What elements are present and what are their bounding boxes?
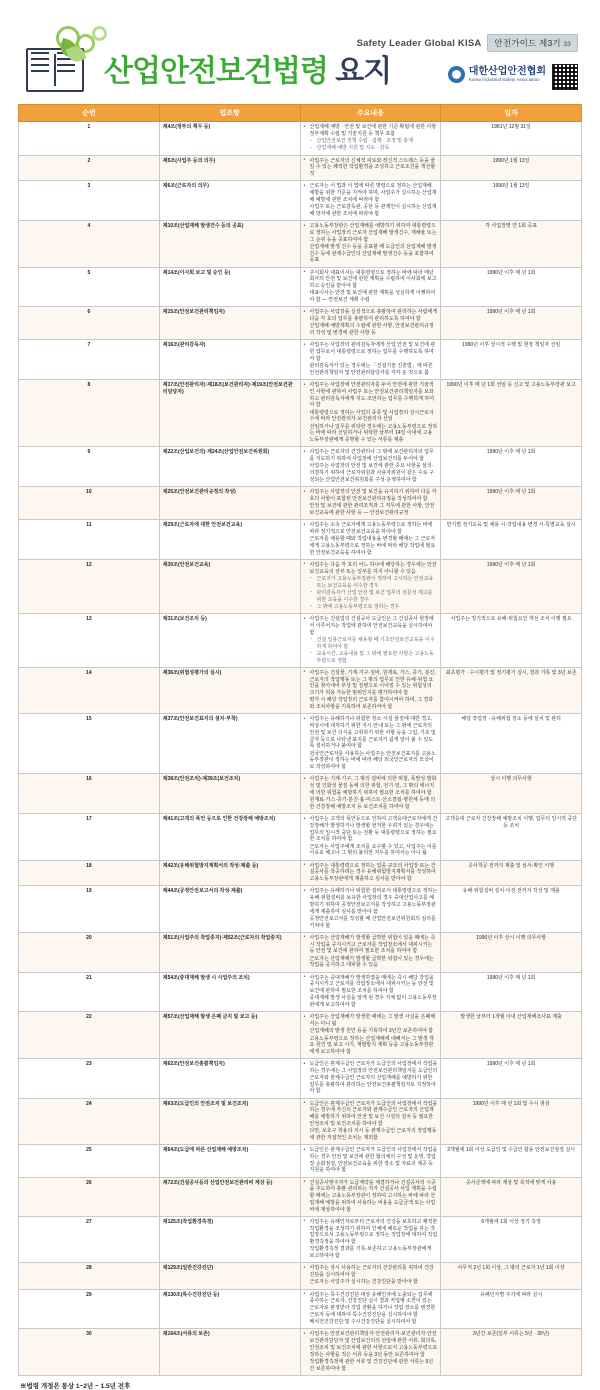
content-bullet: • 사업주는 사업장에 안전관리자를 두어 안전에 관한 기술적인 사항에 관하여 사업주 또는 안전보건관리책임자를 보좌하고 관리감독자에게 지도·조언하는 업무를 수행하게 하여야 함	[304, 382, 438, 409]
content-bullet: 원재료·가스·증기·분진·흄·미스트·산소결핍·병원체 등에 의한 건강장해 예방조치 등 보건조치를 하여야 함	[309, 797, 436, 810]
content-bullet: - 교육시간, 교육내용 및 그 밖에 필요한 사항은 고용노동부령으로 정함	[304, 651, 438, 665]
row-date: 1990년 이후 매 년 1회	[441, 267, 582, 307]
row-content	[300, 860, 441, 886]
table-row	[19, 714, 582, 774]
row-number: 9	[19, 447, 160, 487]
content-bullet: • 사업주는 사업장의 관리감독자에게 산업 안전 및 보건에 관한 업무로서 대통령령으로 정하는 업무를 수행하도록 하여야 함	[304, 342, 438, 362]
qr-code-icon	[552, 64, 578, 90]
row-content	[300, 307, 441, 340]
content-bullet: 작업환경측정 결과를 기록·보존하고 고용노동부장관에게 보고하여야 함	[309, 1246, 432, 1259]
row-article-title: 제14조(이사회 보고 및 승인 등)	[159, 267, 300, 307]
row-number: 27	[19, 1216, 160, 1263]
row-number: 18	[19, 860, 160, 886]
row-date: 1990년 이후 매 년 1회	[441, 1059, 582, 1098]
table-row	[19, 1263, 582, 1289]
table-body	[19, 122, 582, 1376]
row-number: 1	[19, 122, 160, 156]
row-date: 1990년 이후 매 년 1회 선임 등 신고 및 고용노동부장관 보고	[441, 380, 582, 447]
row-number: 26	[19, 1177, 160, 1216]
content-bullet: • 건설공사발주자가 도급계약을 체결하거나 건설공사의 시공을 주도하여 총괄·관리하는 자가 건설공사 사업 계획을 수립할 때에는 고용노동부장관이 정하여 고시하는 바에 따라 산업재해 예방을 위하여 사용하는 비용을 도급금액 또는 사업비에 계상하여야 함	[304, 1180, 438, 1214]
row-date: 상시 이행 의무사항	[441, 774, 582, 814]
row-number: 15	[19, 714, 160, 774]
row-content	[300, 1329, 441, 1376]
column-header-content: 주요내용	[300, 105, 441, 122]
row-date: 1981년 12월 31일	[441, 122, 582, 156]
row-number: 2	[19, 155, 160, 181]
row-number: 24	[19, 1098, 160, 1145]
row-content	[300, 886, 441, 933]
row-article-title: 제37조(안전보건표지의 설치·부착)	[159, 714, 300, 774]
row-content	[300, 1145, 441, 1178]
table-row	[19, 1177, 582, 1216]
content-bullet: • 사업주는 근로자의 신체적 피로와 정신적 스트레스 등을 줄일 수 있는 쾌적한 작업환경을 조성하고 근로조건을 개선할 것	[304, 158, 438, 178]
content-bullet: • 사업주는 특수건강진단 대상 유해인자에 노출되는 업무에 종사하는 근로자, 건강진단 실시 결과 직업병 소견이 있는 근로자로 판정받아 작업 전환을 하거나 작업 장소를 변경한 근로자 등에 대하여 특수건강진단을 실시하여야 함	[304, 1292, 438, 1319]
row-date: 1990년 이후 매 년 1회 및 수시 점검	[441, 1098, 582, 1145]
table-row	[19, 307, 582, 340]
content-bullet: 대표이사는 안전 및 보건에 관한 계획을 성실하게 이행하여야 함 — 안전보건 계획 수립	[309, 290, 436, 303]
row-article-title: 제54조(중대재해 발생 시 사업주의 조치)	[159, 972, 300, 1012]
table-row	[19, 340, 582, 380]
content-bullet: 사업주 또는 근로감독관, 공단 등 관계인이 실시하는 산업재해 방지에 관한 조치에 따라야 함	[309, 204, 437, 217]
row-number: 16	[19, 774, 160, 814]
content-bullet: 산업재해 발생 건수 등을 공표할 때 도급인의 산업재해 발생건수 등에 관계수급인의 산업재해 발생건수 등을 포함하여 공표	[309, 243, 437, 264]
content-bullet: 평가 시 해당 작업장의 근로자를 참여시켜야 하며, 그 결과와 조치사항을 기록하여 보존하여야 함	[309, 697, 434, 710]
row-content	[300, 155, 441, 181]
row-article-title: 제16조(관리감독자)	[159, 340, 300, 380]
content-bullet: 대통령령으로 정하는 사업의 종류 및 사업장의 상시근로자 수에 따라 안전관리자·보건관리자 선임	[309, 409, 434, 423]
content-bullet: - 근로자가 고용노동부장관이 정하여 고시하는 안전교육 또는 보건교육을 이수한 경우	[304, 576, 438, 590]
row-date: 1990년 이후 매 년 1회	[441, 972, 582, 1012]
row-number: 7	[19, 340, 160, 380]
row-date: 1990년 이후 매 년 1회	[441, 307, 582, 340]
row-content	[300, 340, 441, 380]
content-bullet: 작업환경측정에 관한 서류 및 건강진단에 관한 서류는 5년간 보존하여야 함	[309, 1358, 434, 1372]
row-number: 8	[19, 380, 160, 447]
table-row	[19, 447, 582, 487]
table-row	[19, 520, 582, 560]
row-content	[300, 122, 441, 156]
row-date: 유해인자별 주기에 따라 실시	[441, 1289, 582, 1329]
row-number: 10	[19, 487, 160, 520]
row-content	[300, 487, 441, 520]
row-date: 유해·위험설비 설치·이전 전까지 작성 및 제출	[441, 886, 582, 933]
row-article-title: 제4조(정부의 책무 등)	[159, 122, 300, 156]
row-article-title: 제30조(안전보건교육)	[159, 559, 300, 613]
table-row	[19, 1098, 582, 1145]
row-article-title: 제125조(작업환경측정)	[159, 1216, 300, 1263]
table-row	[19, 814, 582, 861]
table-row	[19, 614, 582, 668]
row-article-title: 제31조(보건조치 등)	[159, 614, 300, 668]
content-bullet: 사업주는 사업장의 안전 및 보건에 관한 중요 사항을 심의·의결하기 위하여 근로자위원과 사용자위원이 같은 수로 구성되는 산업안전보건위원회를 구성·운영하여야 함	[309, 463, 434, 483]
content-bullet: 고용노동부령으로 정하는 산업재해에 대해서는 그 발생 개요·원인 및 보고 시기, 재발방지 계획 등을 고용노동부장관에게 보고하여야 함	[309, 1035, 434, 1055]
row-date: 해당 작업장 · 유해위험 장소 등에 설치 및 관리	[441, 714, 582, 774]
content-bullet: 공정안전보고서를 작성할 때 산업안전보건위원회의 심의를 거쳐야 함	[309, 915, 436, 929]
table-row	[19, 221, 582, 268]
row-date: 고객응대 근로자 건강장해 예방조치 이행, 업무의 일시적 중단 등 조치	[441, 814, 582, 861]
column-header-no: 순번	[19, 105, 160, 122]
guide-badge	[487, 34, 578, 52]
table-row	[19, 267, 582, 307]
row-date: 공사착공 전까지 제출 및 심사·확인 이행	[441, 860, 582, 886]
content-bullet: - 관리감독자가 산업 안전 및 보건 업무의 전문성 제고를 위한 교육을 이수한 경우	[304, 590, 438, 604]
table-row	[19, 774, 582, 814]
kisa-mark-icon	[448, 66, 465, 83]
row-content	[300, 447, 441, 487]
row-number: 21	[19, 972, 160, 1012]
content-bullet: • 사업주는 상시 사용하는 근로자의 건강관리를 위하여 건강진단을 실시하여야 함	[304, 1265, 438, 1279]
content-bullet: • 사업주는 유해인자로부터 근로자의 건강을 보호하고 쾌적한 작업환경을 조성하기 위하여 인체에 해로운 작업을 하는 작업장으로서 고용노동부령으로 정하는 작업장에 대하여 작업환경측정을 하여야 함	[304, 1219, 438, 1246]
row-number: 11	[19, 520, 160, 560]
table-row	[19, 1145, 582, 1178]
content-bullet: 배치전건강진단 및 수시건강진단을 실시하여야 함	[309, 1319, 417, 1325]
content-bullet: • 사업주는 산업재해가 발생한 때에는 그 발생 사실을 은폐해서는 아니 됨	[304, 1014, 438, 1028]
row-article-title: 제63조(도급인의 안전조치 및 보건조치)	[159, 1098, 300, 1145]
row-content	[300, 1059, 441, 1098]
row-content	[300, 380, 441, 447]
guide-badge-number: 33	[563, 41, 571, 48]
row-article-title: 제72조(건설공사등의 산업안전보건관리비 계상 등)	[159, 1177, 300, 1216]
table-row	[19, 487, 582, 520]
page-title	[104, 46, 391, 90]
row-content	[300, 1289, 441, 1329]
content-bullet: 관리감독자가 있는 경우에는 「건설기술 진흥법」에 따른 안전관리책임자 및 안전관리담당자를 각각 둔 것으로 봄	[309, 363, 433, 376]
row-date: 1990년 이후 상시 이행 의무사항	[441, 932, 582, 972]
content-bullet: • 사업주는 안전보건관리책임자·안전관리자·보건관리자·안전보건관리담당자 및 산업보건의의 선임에 관한 서류, 회의록, 안전조치 및 보건조치에 관한 사항으로서 고용노동부령으로 정하는 사항을 적은 서류 등을 3년 동안 보존하여야 함	[304, 1331, 438, 1358]
content-bullet: • 사업주는 대통령령으로 정하는 업종·규모의 사업장 또는 건설공사를 착공하려는 경우 유해위험방지계획서를 작성하여 고용노동부장관에게 제출하고 심사를 받아야 함	[304, 863, 438, 883]
row-article-title: 제51조(사업주의 작업중지)·제52조(근로자의 작업중지)	[159, 932, 300, 972]
content-bullet: • 사업주는 유해하거나 위험한 장소·시설·물질에 대한 경고, 비상시에 대처하기 위한 지시·안내 또는 그 밖에 근로자의 안전 및 보건 의식을 고취하기 위한 사항 등을 그림, 기호 및 글자 등으로 나타낸 표지를 근로자가 쉽게 알아 볼 수 있도록 설치하거나 붙여야 함	[304, 716, 438, 750]
table-row	[19, 155, 582, 181]
table-row	[19, 122, 582, 156]
row-number: 3	[19, 181, 160, 221]
table-row	[19, 181, 582, 221]
law-summary-table	[18, 104, 582, 1376]
row-number: 28	[19, 1263, 160, 1289]
row-date: 2개월에 1회 이상 도급인 및 수급인 합동 안전보건점검 실시	[441, 1145, 582, 1178]
table-row	[19, 667, 582, 714]
row-number: 17	[19, 814, 160, 861]
row-date: 1990년 이후 상시적 수행 및 현장 책임자 선임	[441, 340, 582, 380]
table-row	[19, 1329, 582, 1376]
row-article-title: 제44조(공정안전보고서의 작성·제출)	[159, 886, 300, 933]
row-number: 4	[19, 221, 160, 268]
page-title-part1: 산업안전보건법령	[104, 55, 336, 88]
table-row	[19, 1289, 582, 1329]
content-bullet: • 사업주는 다음 각 호의 어느 하나에 해당하는 경우에는 안전보건교육의 전부 또는 일부를 하지 아니할 수 있음	[304, 562, 438, 576]
row-article-title: 제129조(일반건강진단)	[159, 1263, 300, 1289]
content-bullet: 근로자는 산업재해가 발생할 급박한 위험이 있는 경우에는 작업을 중지하고 대피할 수 있음	[309, 955, 434, 969]
row-date: 1990년 이후 매 년 1회	[441, 487, 582, 520]
row-number: 29	[19, 1289, 160, 1329]
row-article-title: 제22조(산업보건의)·제24조(산업안전보건위원회)	[159, 447, 300, 487]
row-number: 6	[19, 307, 160, 340]
row-number: 22	[19, 1012, 160, 1059]
row-content	[300, 520, 441, 560]
row-content	[300, 181, 441, 221]
row-date: 1990년 1월 13일	[441, 155, 582, 181]
content-bullet: 근로자는 사업주가 실시하는 건강진단을 받아야 함	[309, 1279, 418, 1286]
row-date: 최초평가 · 수시평가 및 정기평가 실시, 결과 기록 및 3년 보존	[441, 667, 582, 714]
content-bullet: • 사업주는 유해하거나 위험한 설비로서 대통령령으로 정하는 유해·위험설비를 보유한 사업장의 경우 중대산업사고를 예방하기 위하여 공정안전보고서를 작성하고 고용노동부장관에게 제출하여 심사를 받아야 함	[304, 888, 438, 915]
row-content	[300, 714, 441, 774]
row-number: 13	[19, 614, 160, 668]
safety-leader-text: Safety Leader Global KISA	[356, 37, 482, 49]
column-header-article: 법조항	[159, 105, 300, 122]
row-article-title: 제62조(안전보건총괄책임자)	[159, 1059, 300, 1098]
row-date: 반기별 정기교육 및 채용 시·작업내용 변경 시·특별교육 실시	[441, 520, 582, 560]
content-bullet: • 산업재해 예방 · 안전 및 보건에 관한 기준 확립에 관한 사항 정부계획 수립 및 기술지원 등 책무 포함	[304, 124, 438, 138]
content-bullet: • 사업주는 사업장을 실질적으로 총괄하여 관리하는 사람에게 다음 각 호의 업무를 총괄하여 관리하도록 하여야 함	[304, 309, 438, 323]
row-content	[300, 267, 441, 307]
row-content	[300, 932, 441, 972]
content-bullet: - 그 밖에 고용노동부령으로 정하는 경우	[304, 604, 438, 611]
row-content	[300, 1012, 441, 1059]
row-content	[300, 1177, 441, 1216]
row-content	[300, 667, 441, 714]
guide-badge-label: 안전가이드 제3기	[494, 38, 561, 48]
row-article-title: 제42조(유해위험방지계획서의 작성·제출 등)	[159, 860, 300, 886]
content-bullet: - 건설 일용근로자를 채용할 때 기초안전보건교육을 이수하게 하여야 함	[304, 637, 438, 651]
table-row	[19, 886, 582, 933]
table-row	[19, 1059, 582, 1098]
row-article-title: 제36조(위험성평가의 실시)	[159, 667, 300, 714]
table-row	[19, 932, 582, 972]
row-date: 6개월에 1회 이상 정기 측정	[441, 1216, 582, 1263]
content-bullet: • 사업주는 건설업의 건설공사 도급인은 그 건설공사 현장에서 이루어지는 작업에 관하여 안전보건교육을 실시하여야 함	[304, 616, 438, 636]
row-article-title: 제5조(사업주 등의 의무)	[159, 155, 300, 181]
row-content	[300, 1098, 441, 1145]
row-content	[300, 972, 441, 1012]
column-header-date: 일자	[441, 105, 582, 122]
content-bullet: • 사업주는 건설물, 기계·기구·설비, 원재료, 가스, 증기, 분진, 근로자의 작업행동 또는 그 밖의 업무로 인한 유해·위험 요인을 찾아내어 부상 및 질병으로 이어질 수 있는 위험성의 크기가 허용 가능한 범위인지를 평가하여야 함	[304, 670, 438, 697]
row-article-title: 제6조(근로자의 의무)	[159, 181, 300, 221]
kisa-name-kr: 대한산업안전협회	[468, 65, 546, 77]
table-row	[19, 1012, 582, 1059]
content-bullet: • 도급인은 관계수급인 근로자가 도급인의 사업장에서 작업을 하는 경우에 자신의 근로자와 관계수급인 근로자의 산업재해를 예방하기 위하여 안전 및 보건 시설의 설치 등 필요한 안전조치 및 보건조치를 하여야 함	[304, 1101, 438, 1128]
table-row	[19, 972, 582, 1012]
content-bullet: • 근로자는 이 법과 이 법에 따른 명령으로 정하는 산업재해 예방을 위한 기준을 지켜야 하며, 사업주가 실시하는 산업재해 예방에 관한 조치에 따라야 함	[304, 183, 438, 203]
row-article-title: 제15조(안전보건관리책임자)	[159, 307, 300, 340]
document-header	[0, 0, 600, 104]
row-article-title: 제25조(안전보건관리규정의 작성)	[159, 487, 300, 520]
row-content	[300, 559, 441, 613]
row-content	[300, 221, 441, 268]
content-bullet: 근로자는 사업주에게 조치를 요구할 수 있고, 사업주는 이를 이유로 해고나 그 밖의 불리한 처우를 하여서는 아니 됨	[309, 843, 437, 857]
row-number: 30	[19, 1329, 160, 1376]
content-bullet: 근로자를 채용할 때와 작업내용을 변경할 때에는 그 근로자에게 고용노동부령으로 정하는 바에 따라 해당 작업에 필요한 안전보건교육을 하여야 함	[309, 536, 436, 556]
row-number: 19	[19, 886, 160, 933]
page-title-part2: 요지	[335, 55, 392, 88]
row-date: 사무직 2년 1회 이상, 그 밖의 근로자 1년 1회 이상	[441, 1263, 582, 1289]
row-date: 사업주는 정기적으로 유해·위험요인 개선 조치 이행 필요	[441, 614, 582, 668]
table-header-row	[19, 105, 582, 122]
row-article-title: 제10조(산업재해 발생건수 등의 공표)	[159, 221, 300, 268]
content-bullet: • 도급인은 관계수급인 근로자가 도급인의 사업장에서 작업을 하는 경우에는 그 사업장의 안전보건관리책임자를 도급인의 근로자와 관계수급인 근로자의 산업재해를 예방하기 위한 업무를 총괄하여 관리하는 안전보건총괄책임자로 지정하여야 함	[304, 1061, 438, 1095]
row-content	[300, 614, 441, 668]
content-bullet: 외국인근로자를 사용하는 사업주는 안전보건표지를 고용노동부장관이 정하는 바에 따라 해당 외국인근로자의 모국어로 작성하여야 함	[309, 750, 436, 770]
content-bullet: • 고용노동부장관은 산업재해를 예방하기 위하여 대통령령으로 정하는 사업장의 근로자 산업재해 발생건수, 재해율 또는 그 순위 등을 공표하여야 함	[304, 223, 438, 243]
row-content	[300, 814, 441, 861]
row-number: 23	[19, 1059, 160, 1098]
row-number: 25	[19, 1145, 160, 1178]
row-article-title: 제17조(안전관리자)·제18조(보건관리자)·제19조(안전보건관리담당자)	[159, 380, 300, 447]
row-article-title: 제57조(산업재해 발생 은폐 금지 및 보고 등)	[159, 1012, 300, 1059]
table-row	[19, 380, 582, 447]
table-row	[19, 559, 582, 613]
content-bullet: 선임하거나 업무를 위탁한 경우에는 고용노동부령으로 정하는 바에 따라 선임하거나 위탁한 날부터 14일 이내에 고용노동부장관에게 증명할 수 있는 서류를 제출	[309, 423, 438, 443]
content-bullet: • 사업주는 사업장의 안전 및 보건을 유지하기 위하여 다음 각 호의 사항이 포함된 안전보건관리규정을 작성하여야 함	[304, 489, 438, 503]
row-date: 1990년 1월 13일	[441, 181, 582, 221]
row-date: 발생한 날부터 1개월 이내 산업재해조사표 제출	[441, 1012, 582, 1059]
content-bullet: • 주식회사 대표이사는 대통령령으로 정하는 바에 따라 매년 회사의 안전 및 보건에 관한 계획을 수립하여 이사회에 보고하고 승인을 받아야 함	[304, 270, 438, 290]
book-logo-icon	[26, 44, 98, 92]
row-article-title: 제164조(서류의 보존)	[159, 1329, 300, 1376]
row-date: 1990년 이후 매 년 1회	[441, 559, 582, 613]
row-number: 5	[19, 267, 160, 307]
content-bullet: - 산업재해 예방 지원 및 지도 · 감독	[304, 145, 438, 152]
content-bullet: 산업재해의 발생 원인 등을 기록하여 3년간 보존하여야 함	[309, 1028, 434, 1035]
row-content	[300, 1263, 441, 1289]
content-bullet: - 산업안전보건 정책 수립 · 집행 · 조정 및 통제	[304, 138, 438, 145]
table-row	[19, 860, 582, 886]
row-date: 1990년 이후 매 년 1회	[441, 447, 582, 487]
row-content	[300, 1216, 441, 1263]
law-summary-table-wrapper	[18, 104, 582, 1376]
content-bullet: 중대재해 발생 사실을 알게 된 경우 지체 없이 고용노동부장관에게 보고하여야 함	[309, 995, 437, 1008]
kisa-logo	[448, 66, 546, 83]
row-number: 20	[19, 932, 160, 972]
content-bullet: • 사업주는 소속 근로자에게 고용노동부령으로 정하는 바에 따라 정기적으로 안전보건교육을 하여야 함	[304, 522, 438, 536]
content-bullet: • 사업주는 기계·기구, 그 밖의 설비에 의한 위험, 폭발성·발화성 및 인화성 물질 등에 의한 위험, 전기·열, 그 밖의 에너지에 의한 위험을 예방하기 위하여 필요한 조치를 하여야 함	[304, 776, 438, 796]
content-bullet: • 사업주는 고객의 폭언등으로 인하여 고객응대근로자에게 건강장해가 발생하거나 발생할 현저한 우려가 있는 경우에는 업무의 일시적 중단 또는 전환 등 대통령령으로 정하는 필요한 조치를 하여야 함	[304, 816, 438, 843]
kisa-name-en: Korea Industrial Safety Association	[468, 77, 540, 83]
row-content	[300, 774, 441, 814]
row-article-title: 제41조(고객의 폭언 등으로 인한 건강장해 예방조치)	[159, 814, 300, 861]
row-date: 공사금액에 따라 계상 및 목적에 맞게 사용	[441, 1177, 582, 1216]
content-bullet: • 사업주는 산업재해가 발생할 급박한 위험이 있을 때에는 즉시 작업을 중지시키고 근로자를 작업장소에서 대피시키는 등 안전 및 보건에 관하여 필요한 조치를 하여야 함	[304, 935, 438, 955]
row-article-title: 제64조(도급에 따른 산업재해 예방조치)	[159, 1145, 300, 1178]
content-bullet: 다만, 보호구 착용의 지시 등 관계수급인 근로자의 작업행동에 관한 직접적인 조치는 제외함	[309, 1128, 437, 1141]
leaf-icon	[60, 40, 86, 66]
row-date: 3년간 보존(일부 서류는 5년 · 30년)	[441, 1329, 582, 1376]
row-number: 12	[19, 559, 160, 613]
row-number: 14	[19, 667, 160, 714]
footer-note: ※법령 개정은 통상 1~2년 ~ 1.5년 전후	[20, 1382, 131, 1390]
content-bullet: • 사업주는 근로자의 건강관리나 그 밖에 보건관리자의 업무를 지도하기 위하여 사업장에 산업보건의를 두어야 함	[304, 449, 438, 463]
row-article-title: 제130조(특수건강진단 등)	[159, 1289, 300, 1329]
row-article-title: 제38조(안전조치)·제39조(보건조치)	[159, 774, 300, 814]
row-article-title: 제29조(근로자에 대한 안전보건교육)	[159, 520, 300, 560]
table-row	[19, 1216, 582, 1263]
content-bullet: • 도급인은 관계수급인 근로자가 도급인의 사업장에서 작업을 하는 경우 안전 및 보건에 관한 협의체의 구성 및 운영, 작업장 순회점검, 안전보건교육을 위한 장소 및 자료의 제공 등 지원을 하여야 함	[304, 1147, 438, 1174]
content-bullet: 산업재해 예방계획의 수립에 관한 사항, 안전보건관리규정의 작성 및 변경에 관한 사항 등	[309, 323, 434, 336]
content-bullet: 안전 및 보건에 관한 관리조직과 그 직무에 관한 사항, 안전보건교육에 관한 사항 등 — 안전보건관리규정	[309, 503, 435, 516]
row-date: 각 사업장별 연 1회 공표	[441, 221, 582, 268]
content-bullet: • 사업주는 중대재해가 발생하였을 때에는 즉시 해당 작업을 중지시키고 근로자를 작업장소에서 대피시키는 등 안전 및 보건에 관하여 필요한 조치를 하여야 함	[304, 975, 438, 995]
